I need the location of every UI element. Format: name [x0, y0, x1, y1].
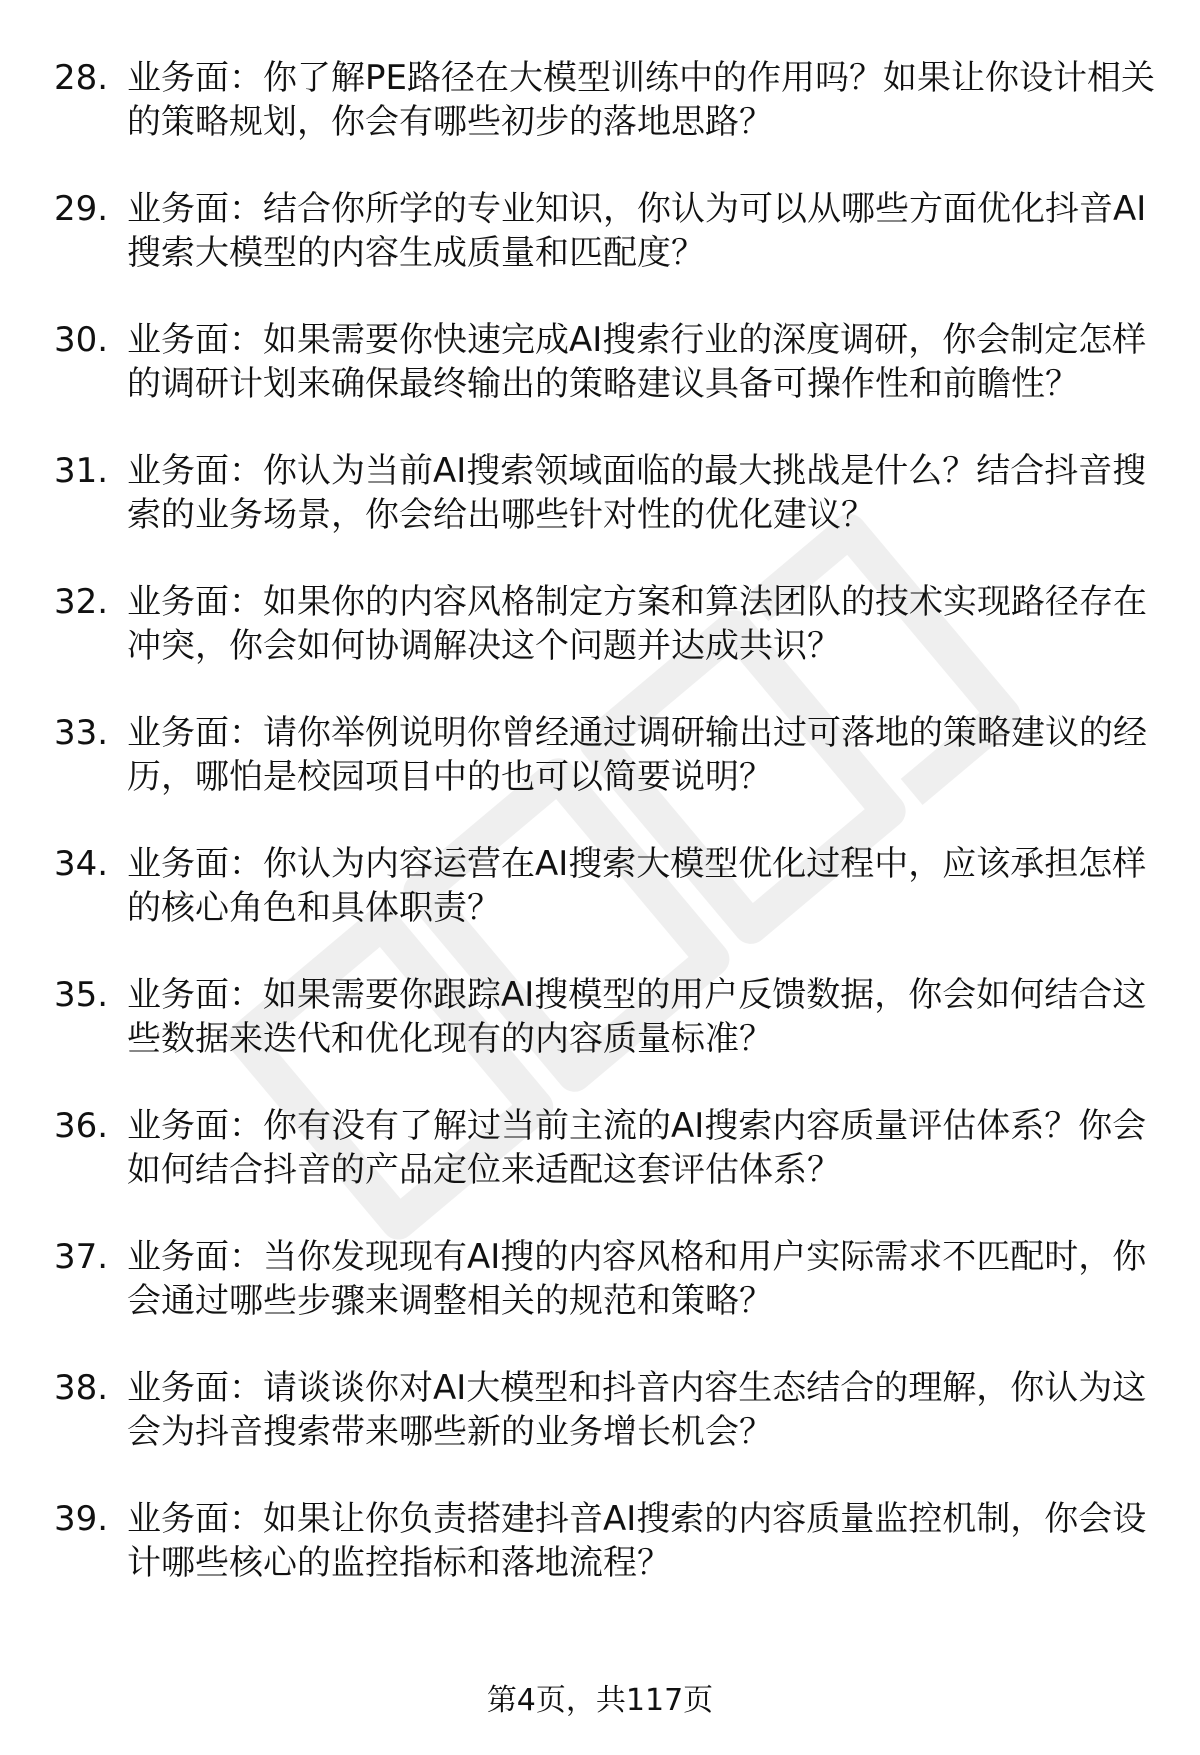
question-text: 当你发现现有AI搜的内容风格和用户实际需求不匹配时，你会通过哪些步骤来调整相关的规范和策略？	[127, 1237, 1147, 1321]
page-footer	[0, 1681, 1200, 1721]
list-item	[54, 973, 1159, 1061]
list-item	[54, 318, 1159, 406]
question-body	[127, 1366, 1159, 1454]
question-text: 如果需要你跟踪AI搜模型的用户反馈数据，你会如何结合这些数据来迭代和优化现有的内容质量标准？	[127, 975, 1147, 1059]
list-item	[54, 449, 1159, 537]
list-item	[54, 580, 1159, 668]
question-body	[127, 187, 1159, 275]
question-prefix: 业务面：	[127, 975, 263, 1015]
question-number: 33.	[54, 713, 109, 753]
question-list	[54, 56, 1159, 1628]
list-item	[54, 187, 1159, 275]
question-prefix: 业务面：	[127, 451, 263, 491]
question-prefix: 业务面：	[127, 1237, 263, 1277]
list-item	[54, 56, 1159, 144]
page-number-label: 第4页，共117页	[486, 1683, 714, 1718]
question-number: 29.	[54, 189, 109, 229]
question-body	[127, 1235, 1159, 1323]
question-text: 你有没有了解过当前主流的AI搜索内容质量评估体系？你会如何结合抖音的产品定位来适配这套评估体系？	[127, 1106, 1147, 1190]
question-number: 36.	[54, 1106, 109, 1146]
question-number: 28.	[54, 58, 109, 98]
list-item	[54, 1235, 1159, 1323]
question-text: 如果你的内容风格制定方案和算法团队的技术实现路径存在冲突，你会如何协调解决这个问题并达成共识？	[127, 582, 1147, 666]
question-number: 35.	[54, 975, 109, 1015]
question-prefix: 业务面：	[127, 189, 263, 229]
question-number: 37.	[54, 1237, 109, 1277]
question-text: 结合你所学的专业知识，你认为可以从哪些方面优化抖音AI搜索大模型的内容生成质量和匹配度？	[127, 189, 1147, 273]
question-body	[127, 56, 1159, 144]
question-prefix: 业务面：	[127, 58, 263, 98]
list-item	[54, 842, 1159, 930]
list-item	[54, 1366, 1159, 1454]
question-prefix: 业务面：	[127, 320, 263, 360]
list-item	[54, 711, 1159, 799]
question-number: 30.	[54, 320, 109, 360]
question-body	[127, 1104, 1159, 1192]
question-number: 32.	[54, 582, 109, 622]
list-item	[54, 1497, 1159, 1585]
question-body	[127, 842, 1159, 930]
question-text: 如果需要你快速完成AI搜索行业的深度调研，你会制定怎样的调研计划来确保最终输出的策略建议具备可操作性和前瞻性？	[127, 320, 1147, 404]
question-body	[127, 318, 1159, 406]
question-text: 你认为当前AI搜索领域面临的最大挑战是什么？结合抖音搜索的业务场景，你会给出哪些针对性的优化建议？	[127, 451, 1147, 535]
question-prefix: 业务面：	[127, 1368, 263, 1408]
question-text: 如果让你负责搭建抖音AI搜索的内容质量监控机制，你会设计哪些核心的监控指标和落地流程？	[127, 1499, 1147, 1583]
question-text: 你认为内容运营在AI搜索大模型优化过程中，应该承担怎样的核心角色和具体职责？	[127, 844, 1147, 928]
question-prefix: 业务面：	[127, 1499, 263, 1539]
question-body	[127, 711, 1159, 799]
question-body	[127, 973, 1159, 1061]
question-text: 请你举例说明你曾经通过调研输出过可落地的策略建议的经历，哪怕是校园项目中的也可以简要说明？	[127, 713, 1147, 797]
question-body	[127, 580, 1159, 668]
question-number: 38.	[54, 1368, 109, 1408]
question-prefix: 业务面：	[127, 1106, 263, 1146]
question-text: 你了解PE路径在大模型训练中的作用吗？如果让你设计相关的策略规划，你会有哪些初步的落地思路？	[127, 58, 1155, 142]
question-number: 31.	[54, 451, 109, 491]
question-body	[127, 1497, 1159, 1585]
list-item	[54, 1104, 1159, 1192]
question-text: 请谈谈你对AI大模型和抖音内容生态结合的理解，你认为这会为抖音搜索带来哪些新的业务增长机会？	[127, 1368, 1147, 1452]
question-number: 39.	[54, 1499, 109, 1539]
question-number: 34.	[54, 844, 109, 884]
question-prefix: 业务面：	[127, 582, 263, 622]
question-body	[127, 449, 1159, 537]
question-prefix: 业务面：	[127, 844, 263, 884]
question-prefix: 业务面：	[127, 713, 263, 753]
